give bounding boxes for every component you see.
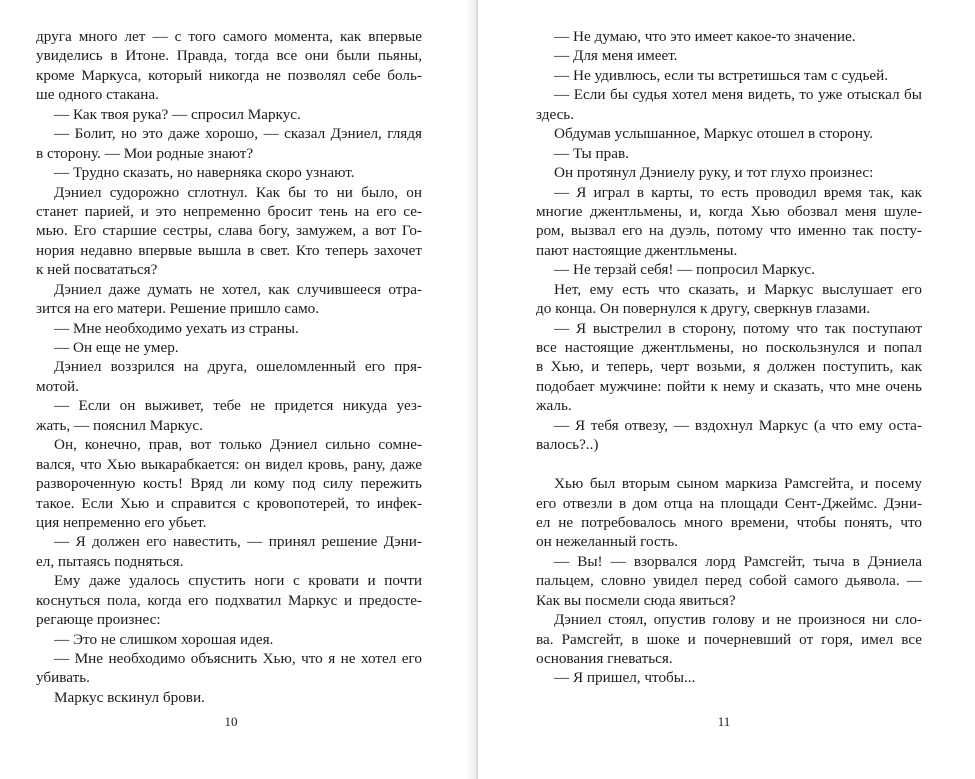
text-line: — Это не слишком хорошая идея. xyxy=(54,630,274,648)
page-number-left: 10 xyxy=(224,714,238,729)
text-line: до конца. Он повернулся к другу, сверкнув глазами. xyxy=(536,300,871,318)
text-line: Он, конечно, прав, вот только Дэниел сильно сомне- xyxy=(54,436,422,454)
text-line: Он протянул Дэниелу руку, и тот глухо произнес: xyxy=(554,164,874,182)
text-line: он нежеланный гость. xyxy=(536,533,679,551)
text-line: станет парией, и это непременно бросит тень на его се- xyxy=(36,202,422,220)
text-line: — Вы! — взорвался лорд Рамсгейт, тыча в Дэниела xyxy=(554,552,922,570)
text-line: подобает мужчине: пойти к нему и сказать, что мне очень xyxy=(536,377,922,395)
text-line: Дэниел даже думать не хотел, как случившееся отра- xyxy=(54,280,422,298)
text-line: — Мне необходимо уехать из страны. xyxy=(54,319,299,337)
text-line: Обдумав услышанное, Маркус отошел в сторону. xyxy=(554,125,873,143)
text-line: к ней посвататься? xyxy=(36,261,158,279)
text-line: — Не думаю, что это имеет какое-то значение. xyxy=(554,28,856,45)
text-line: коснуться пола, когда его подхватил Маркус и предосте- xyxy=(36,591,422,609)
text-line: ром, вызвал его на дуэль, потому что именно так посту- xyxy=(536,222,922,240)
section-break xyxy=(536,455,922,474)
text-line: его отвезли в дом отца на площади Сент-Джеймс. Дэни- xyxy=(536,494,922,512)
text-line: здесь. xyxy=(536,105,575,123)
text-line: пают настоящие джентльмены. xyxy=(536,241,738,259)
text-line: Дэниел воззрился на друга, ошеломленный его пря- xyxy=(54,358,422,376)
text-line: — Для меня имеет. xyxy=(554,47,678,65)
text-line: ва. Рамсгейт, в шоке и почерневший от горя, имел все xyxy=(536,630,922,648)
text-line: Ему даже удалось спустить ноги с кровати и почти xyxy=(54,572,422,590)
text-line: — Я выстрелил в сторону, потому что так поступают xyxy=(554,319,922,337)
text-line: — Я должен его навестить, — принял решение Дэни- xyxy=(54,533,422,551)
page-number-right: 11 xyxy=(717,714,731,729)
text-line: жать, — пояснил Маркус. xyxy=(36,416,203,434)
text-line: вался, что Хью выкарабкается: он видел кровь, рану, даже xyxy=(36,455,422,473)
text-line: нория недавно впервые вышла в свет. Кто теперь захочет xyxy=(36,241,422,259)
text-line: — Не терзай себя! — попросил Маркус. xyxy=(554,261,815,279)
text-line: убивать. xyxy=(36,669,90,687)
text-line: — Как твоя рука? — спросил Маркус. xyxy=(54,105,301,123)
text-line: — Трудно сказать, но наверняка скоро узнают. xyxy=(54,164,355,182)
text-line: — Мне необходимо объяснить Хью, что я не хотел его xyxy=(54,650,422,667)
text-line: развороченную кость! Вряд ли кому под силу пережить xyxy=(36,475,422,493)
left-page xyxy=(0,0,473,779)
text-line: в Хью, и теперь, черт возьми, я должен поступить, как xyxy=(536,358,922,376)
text-line: Дэниел судорожно сглотнул. Как бы то ни было, он xyxy=(54,183,422,201)
text-line: Хью был вторым сыном маркиза Рамсгейта, и посему xyxy=(554,475,922,493)
text-line: — Болит, но это даже хорошо, — сказал Дэниел, глядя xyxy=(54,125,422,143)
text-line: — Если бы судья хотел меня видеть, то уже отыскал бы xyxy=(554,86,922,104)
text-line: — Я играл в карты, то есть проводил время так, как xyxy=(554,183,922,201)
text-line: увиделись в Итоне. Правда, тогда все они были пьяны, xyxy=(36,47,422,65)
right-page-text xyxy=(536,27,922,688)
right-page xyxy=(478,0,975,779)
text-line: — Я тебя отвезу, — вздохнул Маркус (а что ему оста- xyxy=(554,416,922,434)
text-line: — Я пришел, чтобы... xyxy=(554,669,696,687)
text-line: в сторону. — Мои родные знают? xyxy=(36,144,254,162)
text-line: Как вы посмели сюда явиться? xyxy=(536,591,736,609)
text-line: многие джентльмены, и, когда Хью обозвал меня шуле- xyxy=(536,202,922,220)
text-line: ше одного стакана. xyxy=(36,86,159,104)
text-line: Дэниел стоял, опустив голову и не произнося ни сло- xyxy=(554,611,922,629)
text-line: друга много лет — с того самого момента, как впервые xyxy=(36,28,422,45)
text-line: основания гневаться. xyxy=(536,650,673,667)
text-line: — Если он выживет, тебе не придется никуда уез- xyxy=(54,397,422,415)
text-line: кроме Маркуса, который никогда не позволял себе боль- xyxy=(36,66,422,84)
text-line: все настоящие джентльмены, но поскользнулся и попал xyxy=(536,339,922,356)
text-line: зится на его матери. Решение пришло само. xyxy=(36,300,320,318)
text-line: ел не потребовалось много времени, чтобы понять, что xyxy=(536,513,922,531)
text-line: — Не удивлюсь, если ты встретишься там с судьей. xyxy=(554,66,889,84)
text-line: валось?..) xyxy=(536,436,599,454)
text-line: ел, пытаясь подняться. xyxy=(36,552,184,570)
text-line: регающе произнес: xyxy=(36,611,161,629)
text-line: мотой. xyxy=(36,377,79,395)
text-line: мью. Его старшие сестры, слава богу, замужем, а вот Го- xyxy=(36,222,422,240)
text-line: жаль. xyxy=(536,397,572,415)
text-line: — Ты прав. xyxy=(554,144,629,162)
left-page-text xyxy=(36,27,422,707)
text-line: пальцем, словно увидел перед собой самого дьявола. — xyxy=(536,572,922,590)
text-line: Нет, ему есть что сказать, и Маркус выслушает его xyxy=(554,280,922,298)
text-line: Маркус вскинул брови. xyxy=(54,688,205,706)
text-line: такое. Если Хью и справится с кровопотерей, то инфек- xyxy=(36,494,422,512)
text-line: — Он еще не умер. xyxy=(54,339,179,356)
text-line: ция непременно его убьет. xyxy=(36,513,207,531)
